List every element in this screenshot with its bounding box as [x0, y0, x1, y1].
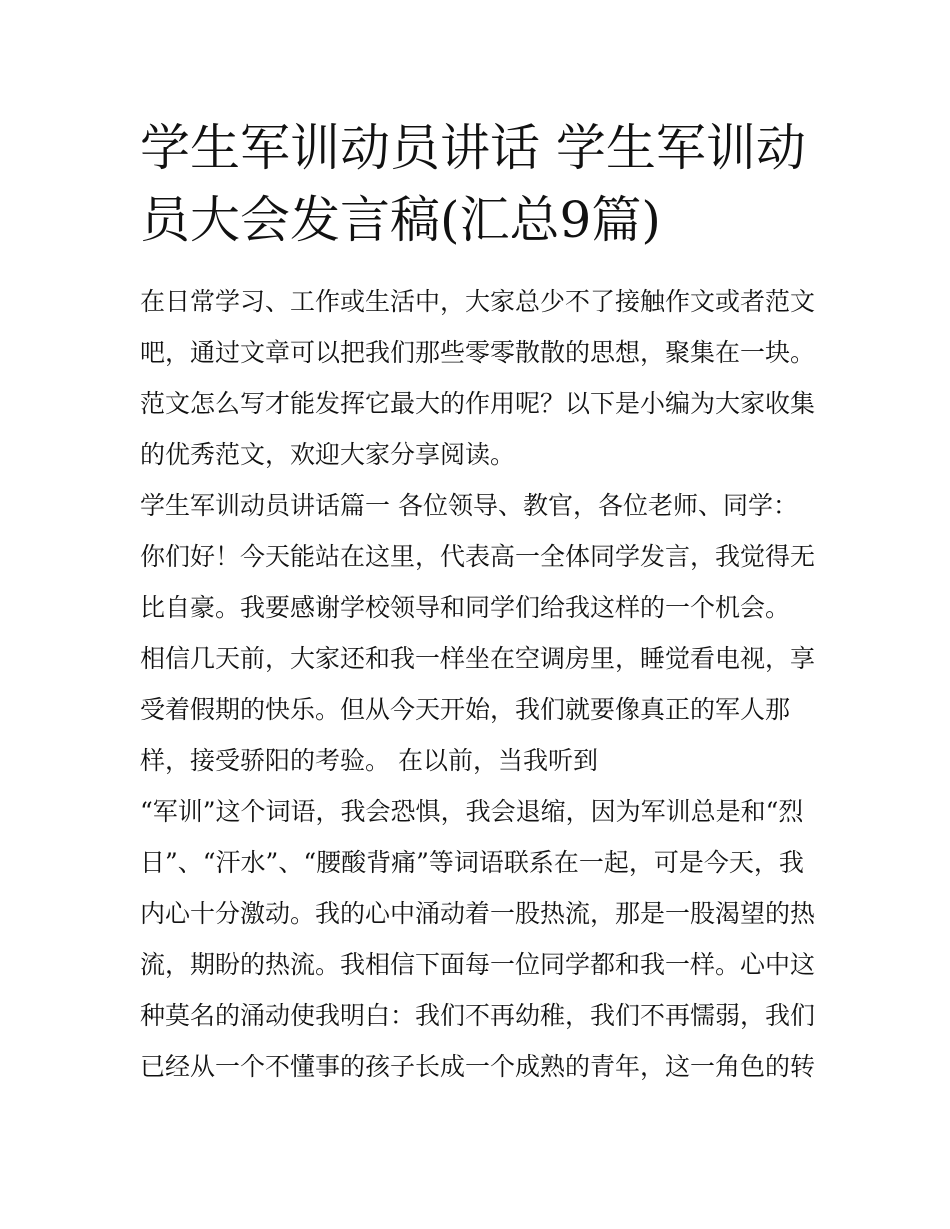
body-line: 相信几天前，大家还和我一样坐在空调房里，睡觉看电视，享 — [140, 644, 816, 673]
document-body — [140, 281, 830, 1097]
document-title — [140, 112, 830, 256]
body-line: 流，期盼的热流。我相信下面每一位同学都和我一样。心中这 — [140, 950, 816, 979]
body-line: 学生军训动员讲话篇一 各位领导、教官，各位老师、同学： — [140, 491, 798, 520]
body-line: 已经从一个不懂事的孩子长成一个成熟的青年，这一角色的转 — [140, 1052, 816, 1081]
body-line: “军训”这个词语，我会恐惧，我会退缩，因为军训总是和“烈 — [140, 797, 804, 826]
body-line: 内心十分激动。我的心中涌动着一股热流，那是一股渴望的热 — [140, 899, 816, 928]
body-line: 你们好！今天能站在这里，代表高一全体同学发言，我觉得无 — [140, 542, 816, 571]
title-line: 学生军训动员讲话 学生军训动 — [140, 119, 806, 177]
title-line: 员大会发言稿(汇总9篇) — [140, 191, 661, 249]
body-line: 在日常学习、工作或生活中，大家总少不了接触作文或者范文 — [140, 287, 816, 316]
body-line: 比自豪。我要感谢学校领导和同学们给我这样的一个机会。 — [140, 593, 791, 622]
body-line: 样，接受骄阳的考验。 在以前，当我听到 — [140, 746, 598, 775]
body-line: 吧，通过文章可以把我们那些零零散散的思想，聚集在一块。 — [140, 338, 816, 367]
body-line: 种莫名的涌动使我明白：我们不再幼稚，我们不再懦弱，我们 — [140, 1001, 816, 1030]
body-line: 的优秀范文，欢迎大家分享阅读。 — [140, 440, 516, 469]
body-line: 受着假期的快乐。但从今天开始，我们就要像真正的军人那 — [140, 695, 791, 724]
body-line: 范文怎么写才能发挥它最大的作用呢？以下是小编为大家收集 — [140, 389, 816, 418]
body-line: 日”、“汗水”、“腰酸背痛”等词语联系在一起，可是今天，我 — [140, 848, 804, 877]
